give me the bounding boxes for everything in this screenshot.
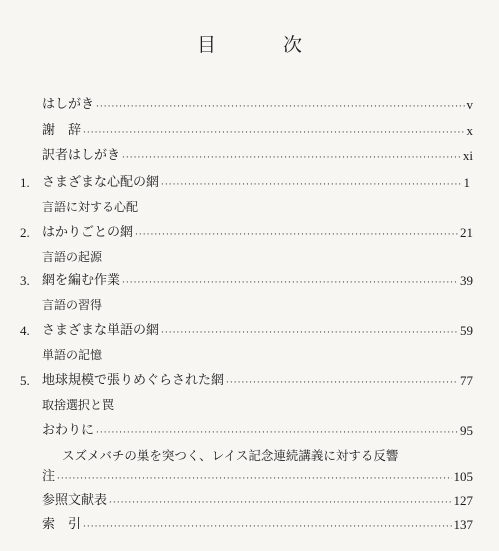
toc-entry-page: 59	[460, 323, 473, 338]
toc-entry-acknowledgements[interactable]	[42, 122, 473, 140]
toc-entry-label: 注	[42, 469, 56, 484]
toc-entry-label: 索 引	[42, 517, 82, 532]
toc-entry-page: 77	[460, 373, 473, 388]
toc-entry-index[interactable]	[42, 516, 473, 534]
toc-entry-page: xi	[462, 148, 473, 163]
toc-entry-chapter-1[interactable]	[20, 174, 470, 192]
chapter-number: 2.	[20, 225, 30, 240]
leader-dots	[96, 100, 464, 114]
toc-entry-afterword[interactable]	[42, 422, 473, 440]
toc-entry-page: 137	[453, 517, 473, 532]
toc-entry-page: v	[466, 97, 473, 112]
page-title: 目 次	[196, 34, 326, 56]
toc-entry-chapter-2[interactable]	[20, 224, 473, 242]
leader-dots	[161, 326, 458, 340]
toc-entry-preface[interactable]	[42, 96, 473, 114]
toc-entry-label: はかりごとの網	[42, 225, 134, 240]
toc-entry-page: x	[466, 123, 473, 138]
chapter-number: 5.	[20, 373, 30, 388]
toc-entry-notes[interactable]	[42, 468, 473, 486]
toc-entry-page: 95	[460, 423, 473, 438]
toc-entry-label: おわりに	[42, 423, 95, 438]
leader-dots	[122, 276, 458, 290]
toc-entry-label: さまざまな心配の網	[42, 175, 160, 190]
chapter-subtitle: 取捨選択と罠	[42, 398, 115, 412]
leader-dots	[57, 472, 451, 486]
leader-dots	[96, 426, 458, 440]
leader-dots	[83, 126, 464, 140]
chapter-number: 1.	[20, 175, 30, 190]
afterword-subtitle: スズメバチの巣を突つく、レイス記念連続講義に対する反響	[62, 448, 399, 463]
chapter-subtitle: 言語に対する心配	[42, 200, 139, 214]
leader-dots	[161, 178, 461, 192]
toc-entry-chapter-4[interactable]	[20, 322, 473, 340]
toc-entry-label: 地球規模で張りめぐらされた網	[42, 373, 225, 388]
toc-entry-label: はしがき	[42, 97, 95, 112]
toc-entry-page: 127	[453, 493, 473, 508]
chapter-number: 4.	[20, 323, 30, 338]
toc-entry-label: 参照文献表	[42, 493, 108, 508]
toc-entry-translator-preface[interactable]	[42, 147, 473, 165]
toc-entry-label: 訳者はしがき	[42, 148, 121, 163]
toc-entry-label: さまざまな単語の網	[42, 323, 160, 338]
toc-entry-chapter-5[interactable]	[20, 372, 473, 390]
chapter-number: 3.	[20, 273, 30, 288]
leader-dots	[83, 520, 451, 534]
toc-entry-label: 謝 辞	[42, 123, 82, 138]
toc-entry-page: 21	[460, 225, 473, 240]
leader-dots	[135, 228, 458, 242]
leader-dots	[226, 376, 458, 390]
toc-entry-chapter-3[interactable]	[20, 272, 473, 290]
toc-entry-page: 1	[463, 175, 470, 190]
toc-entry-label: 網を編む作業	[42, 273, 121, 288]
leader-dots	[122, 151, 461, 165]
chapter-subtitle: 言語の起源	[42, 250, 103, 264]
toc-entry-page: 105	[453, 469, 473, 484]
toc-entry-references[interactable]	[42, 492, 473, 510]
chapter-subtitle: 単語の記憶	[42, 348, 103, 362]
leader-dots	[109, 496, 451, 510]
toc-entry-page: 39	[460, 273, 473, 288]
chapter-subtitle: 言語の習得	[42, 298, 103, 312]
